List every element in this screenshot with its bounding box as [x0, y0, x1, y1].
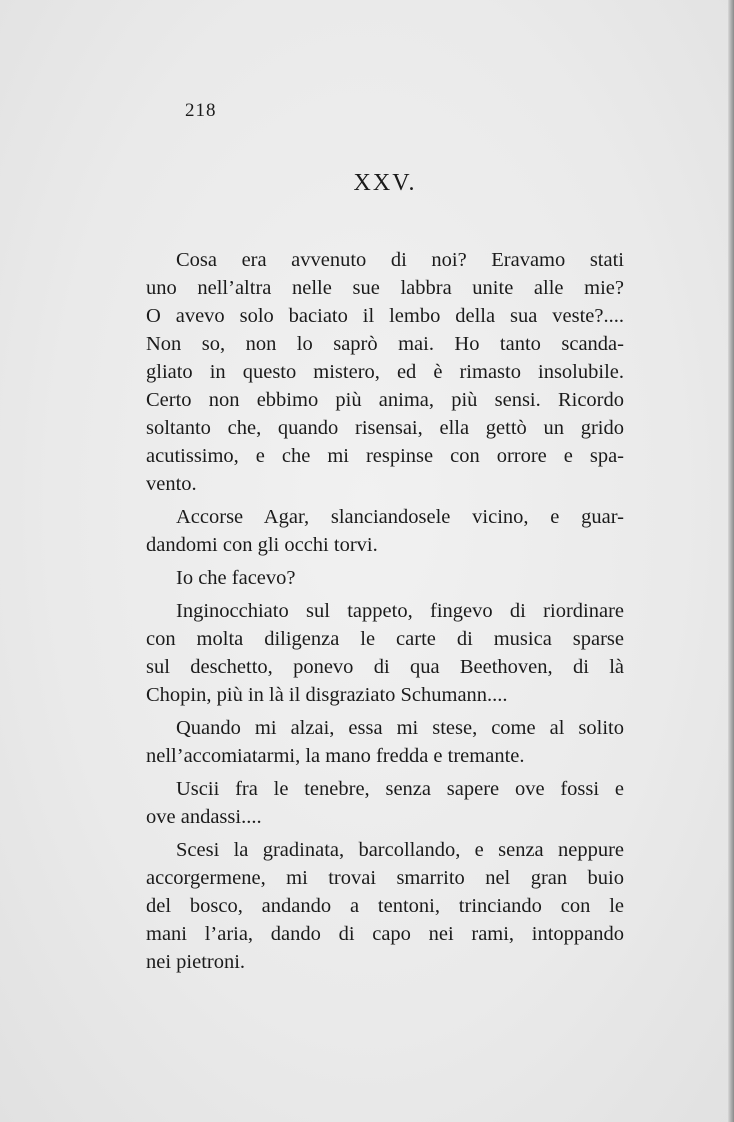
text-line: uno nell’altra nelle sue labbra unite alle mie?	[146, 277, 624, 299]
paragraph	[146, 714, 624, 770]
text-line: dandomi con gli occhi torvi.	[146, 534, 378, 556]
text-line: soltanto che, quando risensai, ella gettò un grido	[146, 417, 624, 439]
text-line: Uscii fra le tenebre, senza sapere ove fossi e	[176, 778, 624, 800]
text-line: Non so, non lo saprò mai. Ho tanto scanda-	[146, 333, 624, 355]
page-edge-shadow	[728, 0, 734, 1122]
chapter-title: XXV.	[353, 170, 417, 196]
text-line: nei pietroni.	[146, 951, 246, 973]
paragraph	[146, 836, 624, 976]
text-line: Certo non ebbimo più anima, più sensi. Ricordo	[146, 389, 624, 411]
page-number: 218	[185, 100, 217, 121]
text-line: accorgermene, mi trovai smarrito nel gran buio	[146, 867, 624, 889]
paragraph	[146, 597, 624, 709]
text-line: mani l’aria, dando di capo nei rami, intoppando	[146, 923, 624, 945]
text-line: sul deschetto, ponevo di qua Beethoven, di là	[146, 656, 624, 678]
text-line: gliato in questo mistero, ed è rimasto insolubile.	[146, 361, 624, 383]
text-line: Accorse Agar, slanciandosele vicino, e guar-	[176, 506, 624, 528]
text-line: Quando mi alzai, essa mi stese, come al solito	[176, 717, 624, 739]
paragraph	[146, 503, 624, 559]
text-line: ove andassi....	[146, 806, 262, 828]
paragraph	[146, 564, 624, 592]
text-line: Scesi la gradinata, barcollando, e senza neppure	[176, 839, 624, 861]
text-line: del bosco, andando a tentoni, trinciando con le	[146, 895, 624, 917]
text-line: Io che facevo?	[176, 567, 296, 589]
text-line: vento.	[146, 473, 197, 495]
paragraph	[146, 775, 624, 831]
text-line: con molta diligenza le carte di musica sparse	[146, 628, 624, 650]
body-text	[146, 246, 624, 981]
text-line: nell’accomiatarmi, la mano fredda e tremante.	[146, 745, 525, 767]
paragraph	[146, 246, 624, 498]
text-line: Inginocchiato sul tappeto, fingevo di riordinare	[176, 600, 624, 622]
text-line: acutissimo, e che mi respinse con orrore e spa-	[146, 445, 624, 467]
text-line: Cosa era avvenuto di noi? Eravamo stati	[176, 249, 624, 271]
text-line: O avevo solo baciato il lembo della sua veste?....	[146, 305, 624, 327]
text-line: Chopin, più in là il disgraziato Schumann....	[146, 684, 508, 706]
